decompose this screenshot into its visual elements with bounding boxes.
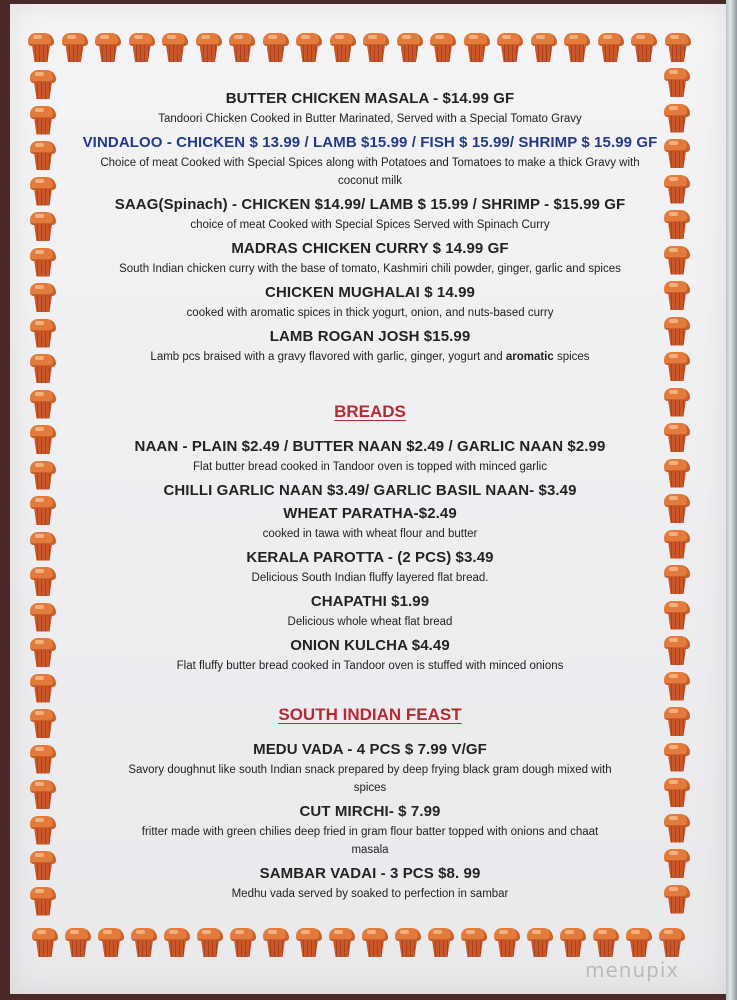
cupcake-icon [30, 709, 56, 739]
cupcake-icon [497, 33, 523, 63]
cupcake-icon [197, 928, 223, 958]
cupcake-icon [30, 141, 56, 171]
item-desc: Delicious South Indian fluffy layered flat bread. [251, 572, 489, 584]
cupcake-icon [30, 567, 56, 597]
cupcake-icon [32, 928, 58, 958]
menu-item [70, 240, 670, 278]
menu-item [70, 865, 670, 903]
cupcake-icon [30, 745, 56, 775]
menu-item [70, 593, 670, 631]
cupcake-icon [461, 928, 487, 958]
cupcake-icon [98, 928, 124, 958]
cupcake-icon [30, 532, 56, 562]
item-desc: Delicious whole wheat flat bread [287, 616, 453, 628]
cupcake-icon [329, 928, 355, 958]
cupcake-icon [593, 928, 619, 958]
menu-item [70, 482, 670, 499]
cupcake-icon [30, 638, 56, 668]
cupcake-icon [30, 319, 56, 349]
cupcake-icon [263, 928, 289, 958]
cupcake-icon [363, 33, 389, 63]
cupcake-icon [229, 33, 255, 63]
cupcake-icon [30, 177, 56, 207]
cupcake-icon [560, 928, 586, 958]
menu-item [70, 90, 670, 128]
cupcake-icon [362, 928, 388, 958]
item-desc: Flat fluffy butter bread cooked in Tandoor oven is stuffed with minced onions [176, 660, 564, 672]
item-desc: Flat butter bread cooked in Tandoor oven is topped with minced garlic [193, 461, 547, 473]
cupcake-icon [30, 816, 56, 846]
cupcake-icon [296, 928, 322, 958]
menu-content [70, 90, 670, 909]
cupcake-icon [598, 33, 624, 63]
cupcake-icon [30, 390, 56, 420]
item-desc: cooked with aromatic spices in thick yogurt, onion, and nuts-based curry [186, 307, 554, 319]
menu-item [70, 803, 670, 859]
item-desc: cooked in tawa with wheat flour and butter [262, 528, 478, 540]
item-title: BUTTER CHICKEN MASALA - $14.99 GF [225, 90, 515, 107]
item-desc: Medhu vada served by soaked to perfection in sambar [231, 888, 509, 900]
menu-item [70, 134, 670, 190]
cupcake-icon [30, 603, 56, 633]
menupix-watermark: menupix [585, 958, 680, 982]
cupcake-icon [30, 851, 56, 881]
cupcake-icon [631, 33, 657, 63]
cupcake-icon [30, 70, 56, 100]
cupcake-icon [28, 33, 54, 63]
item-title: KERALA PAROTTA - (2 PCS) $3.49 [246, 549, 494, 566]
cupcake-icon [430, 33, 456, 63]
cupcake-icon [62, 33, 88, 63]
item-title: CHAPATHI $1.99 [310, 593, 430, 610]
item-title: WHEAT PARATHA-$2.49 [283, 505, 457, 522]
cupcake-icon [131, 928, 157, 958]
cupcake-icon [30, 248, 56, 278]
cupcake-icon [129, 33, 155, 63]
cupcake-icon [164, 928, 190, 958]
cupcake-icon [30, 354, 56, 384]
menu-item [70, 284, 670, 322]
menu-item [70, 637, 670, 675]
south-indian-heading: SOUTH INDIAN FEAST [278, 705, 462, 724]
cupcake-icon [626, 928, 652, 958]
breads-heading: BREADS [334, 402, 406, 421]
cupcake-icon [564, 33, 590, 63]
cupcake-icon [531, 33, 557, 63]
item-title: NAAN - PLAIN $2.49 / BUTTER NAAN $2.49 / GARLIC NAAN $2.99 [134, 438, 606, 455]
item-desc: Tandoori Chicken Cooked in Butter Marinated, Served with a Special Tomato Gravy [158, 113, 582, 125]
menu-item [70, 741, 670, 797]
item-title: LAMB ROGAN JOSH $15.99 [269, 328, 471, 345]
cupcake-icon [395, 928, 421, 958]
cupcake-icon [30, 674, 56, 704]
cupcake-icon [65, 928, 91, 958]
item-title: CUT MIRCHI- $ 7.99 [299, 803, 441, 820]
lamb-rogan-josh-entry [70, 328, 670, 366]
curry-list [70, 90, 670, 322]
item-desc: Choice of meat Cooked with Special Spices along with Potatoes and Tomatoes to make a thick Gravy with coconut milk [100, 157, 640, 187]
cupcake-icon [263, 33, 289, 63]
cupcake-icon [665, 33, 691, 63]
south-indian-list [70, 741, 670, 903]
menu-item [70, 505, 670, 543]
cupcake-icon [95, 33, 121, 63]
item-title: MEDU VADA - 4 PCS $ 7.99 V/GF [253, 741, 487, 758]
item-title: MADRAS CHICKEN CURRY $ 14.99 GF [231, 240, 509, 257]
item-desc: Lamb pcs braised with a gravy flavored with garlic, ginger, yogurt and aromatic spices [150, 351, 590, 363]
item-title: ONION KULCHA $4.49 [290, 637, 450, 654]
cupcake-icon [30, 780, 56, 810]
breads-list [70, 438, 670, 675]
cupcake-icon [494, 928, 520, 958]
item-title: CHILLI GARLIC NAAN $3.49/ GARLIC BASIL NAAN- $3.49 [163, 482, 577, 499]
item-desc: Savory doughnut like south Indian snack prepared by deep frying black gram dough mixed with spices [128, 764, 612, 794]
cupcake-icon [330, 33, 356, 63]
menu-item [70, 549, 670, 587]
cupcake-icon [230, 928, 256, 958]
item-desc: fritter made with green chilies deep fried in gram flour batter topped with onions and chaat masala [141, 826, 599, 856]
cupcake-icon [296, 33, 322, 63]
item-title: SAMBAR VADAI - 3 PCS $8. 99 [259, 865, 481, 882]
cupcake-icon [30, 425, 56, 455]
cupcake-icon [30, 887, 56, 917]
item-desc: South Indian chicken curry with the base of tomato, Kashmiri chili powder, ginger, garlic and spices [119, 263, 621, 275]
cupcake-icon [464, 33, 490, 63]
cupcake-icon [527, 928, 553, 958]
item-title: CHICKEN MUGHALAI $ 14.99 [265, 284, 475, 301]
item-desc: choice of meat Cooked with Special Spices Served with Spinach Curry [190, 219, 550, 231]
cupcake-icon [428, 928, 454, 958]
cupcake-icon [196, 33, 222, 63]
cupcake-icon [30, 283, 56, 313]
item-title: VINDALOO - CHICKEN $ 13.99 / LAMB $15.99 / FISH $ 15.99/ SHRIMP $ 15.99 GF [82, 134, 658, 151]
cupcake-icon [30, 106, 56, 136]
cupcake-icon [30, 212, 56, 242]
menu-item [70, 438, 670, 476]
cupcake-icon [30, 461, 56, 491]
item-title: SAAG(Spinach) - CHICKEN $14.99/ LAMB $ 15.99 / SHRIMP - $15.99 GF [114, 196, 626, 213]
cupcake-icon [162, 33, 188, 63]
cupcake-icon [397, 33, 423, 63]
menu-item [70, 196, 670, 234]
cupcake-icon [659, 928, 685, 958]
cupcake-icon [30, 496, 56, 526]
